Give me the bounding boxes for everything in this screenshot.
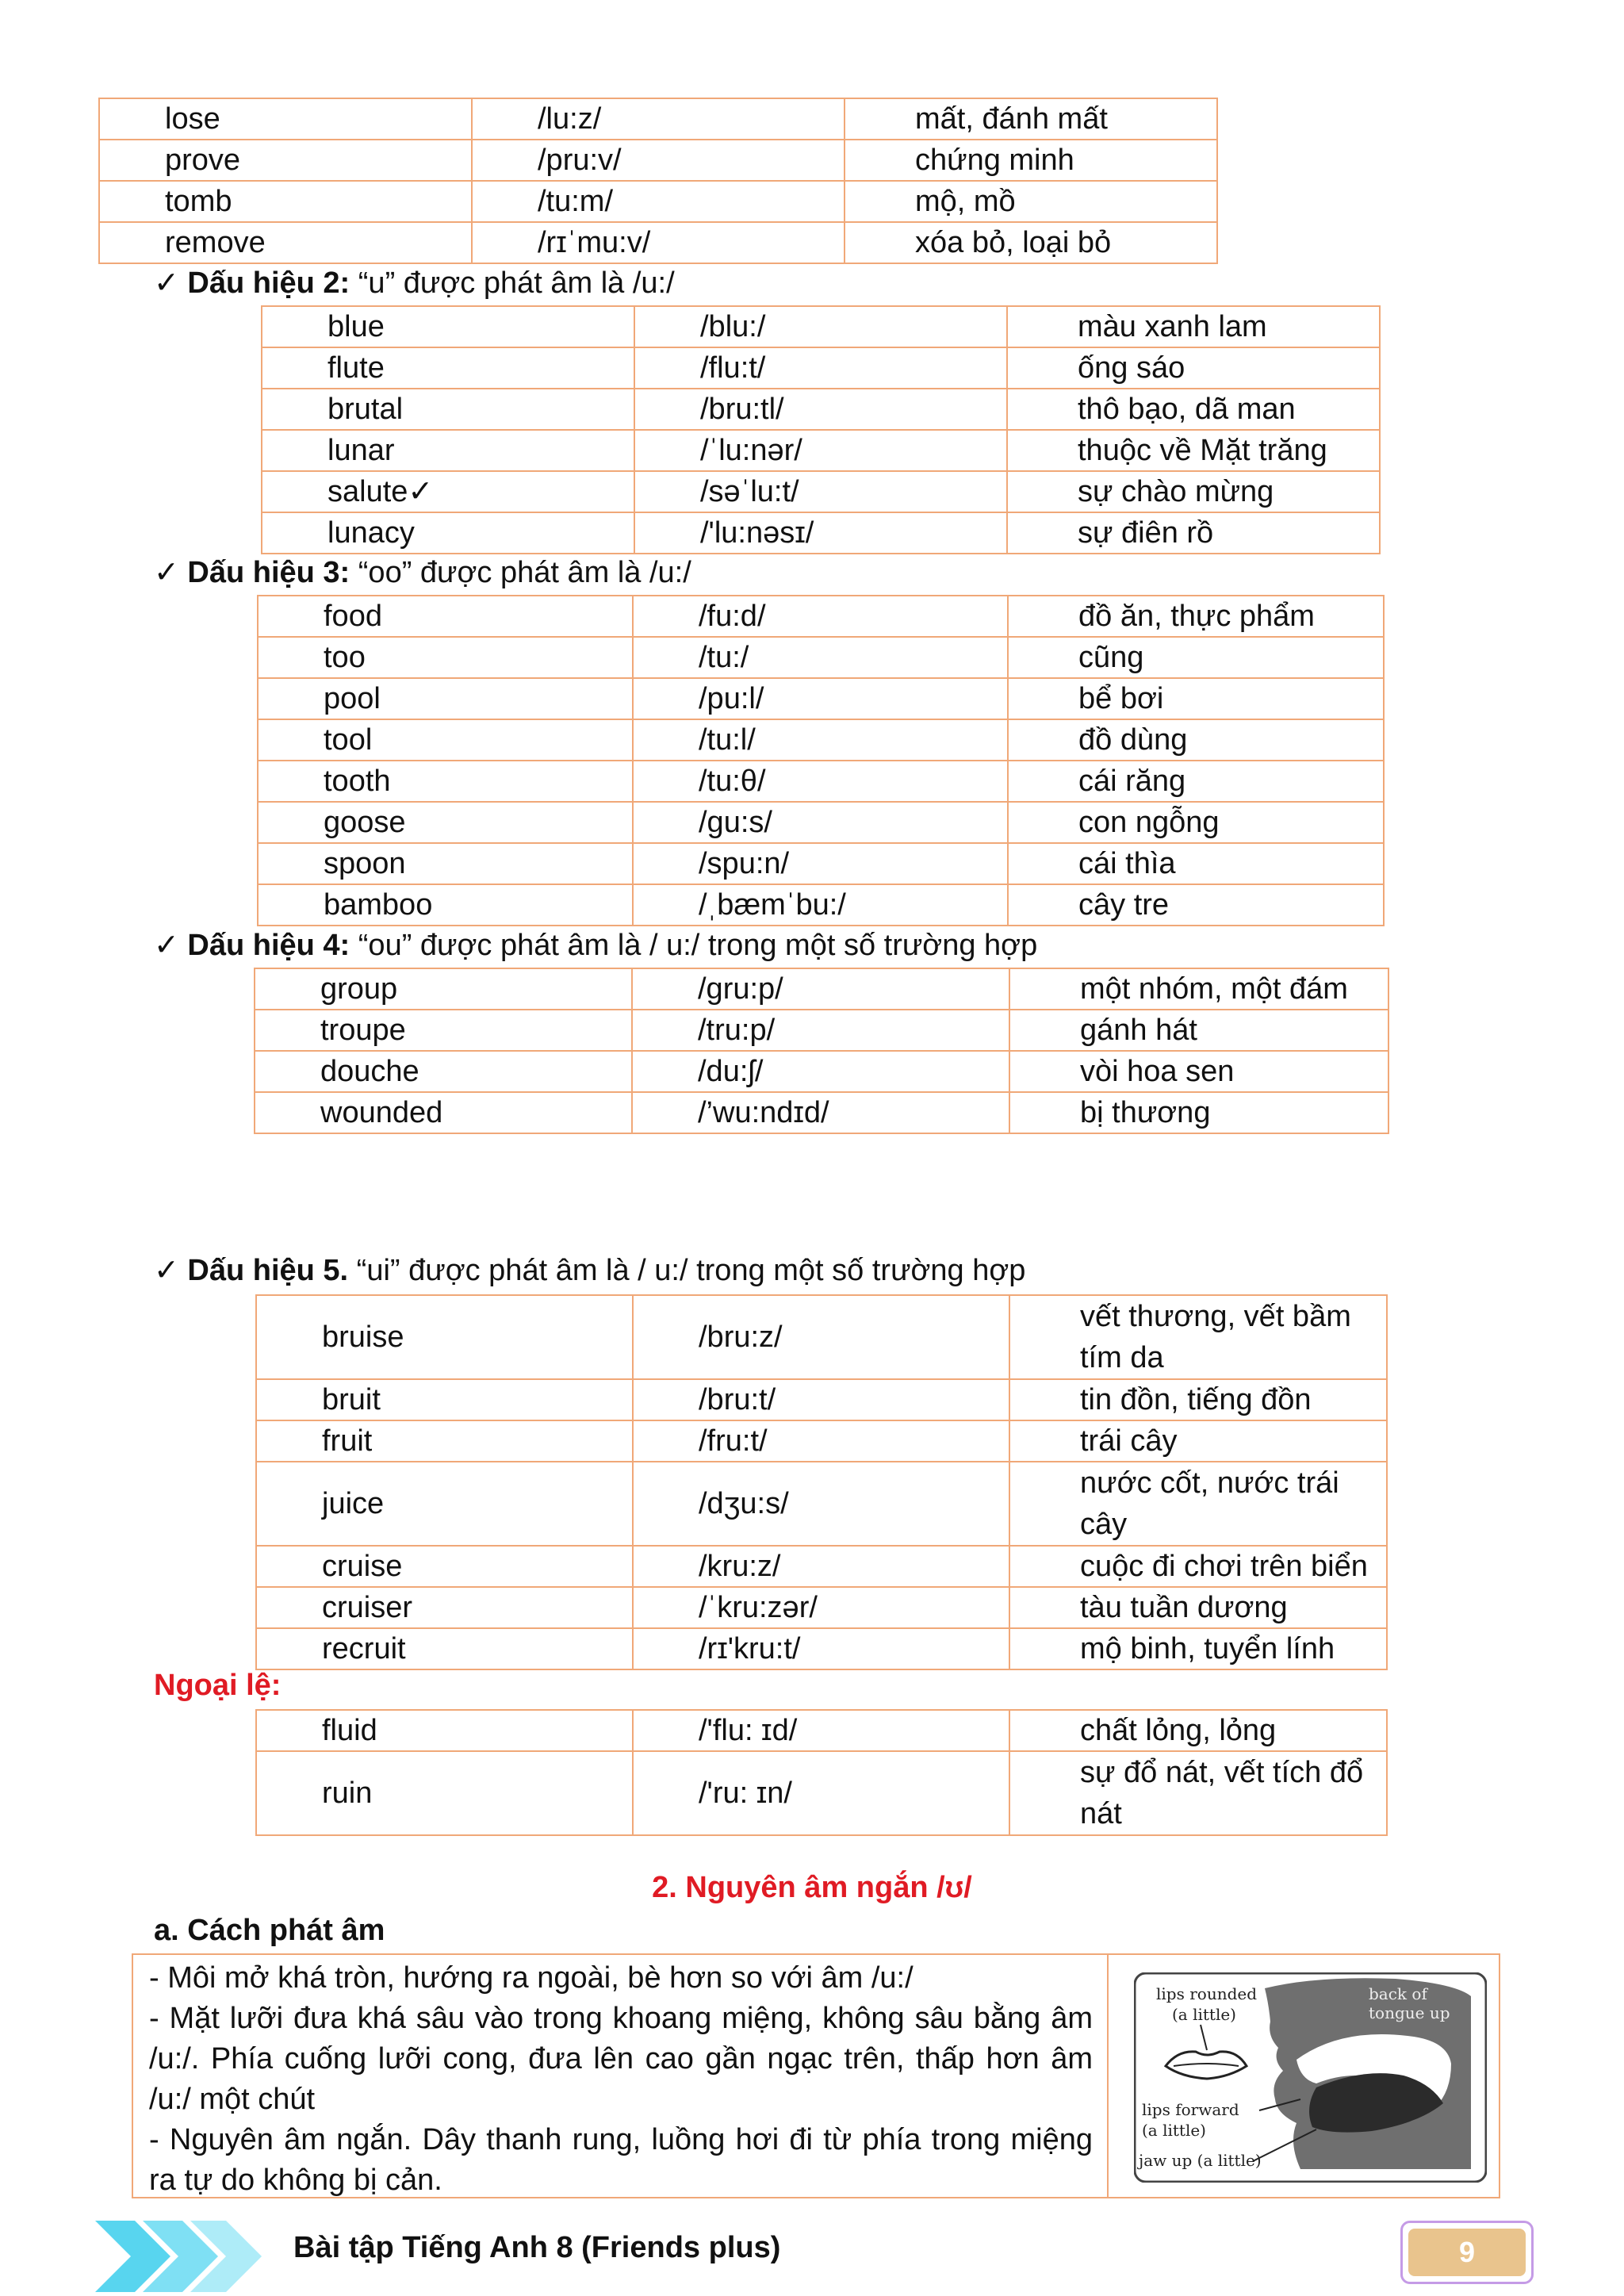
meaning-cell: cái thìa xyxy=(1008,843,1384,884)
table-row xyxy=(256,1710,1387,1751)
meaning-cell: thô bạo, dã man xyxy=(1007,389,1380,430)
sign5-label: Dấu hiệu 5. xyxy=(187,1254,349,1287)
ipa-cell: /rɪ'kru:t/ xyxy=(633,1628,1009,1669)
word-cell: spoon xyxy=(258,843,633,884)
figure-label-lips-forward: lips forward xyxy=(1142,2100,1239,2119)
table-row xyxy=(262,430,1380,471)
meaning-cell: cũng xyxy=(1008,637,1384,678)
word-cell: pool xyxy=(258,678,633,719)
table-row xyxy=(258,843,1384,884)
ipa-cell: /tu:θ/ xyxy=(633,761,1008,802)
word-cell: wounded xyxy=(255,1092,632,1133)
table-row xyxy=(256,1462,1387,1546)
ipa-cell: /'flu: ɪd/ xyxy=(633,1710,1009,1751)
meaning-cell: thuộc về Mặt trăng xyxy=(1007,430,1380,471)
word-cell: tooth xyxy=(258,761,633,802)
mouth-diagram-image xyxy=(1134,1972,1487,2183)
ipa-cell: /flu:t/ xyxy=(634,347,1007,389)
sign5-heading xyxy=(154,1253,1025,1290)
ipa-cell: /tu:l/ xyxy=(633,719,1008,761)
word-cell: troupe xyxy=(255,1010,632,1051)
meaning-cell: đồ ăn, thực phẩm xyxy=(1008,596,1384,637)
table-row xyxy=(258,637,1384,678)
word-cell: lunar xyxy=(262,430,634,471)
meaning-cell: vòi hoa sen xyxy=(1009,1051,1388,1092)
table-row xyxy=(258,678,1384,719)
description-line: - Nguyên âm ngắn. Dây thanh rung, luồng hơi đi từ phía trong miệng ra tự do không bị cản. xyxy=(149,2123,1093,2197)
meaning-cell: gánh hát xyxy=(1009,1010,1388,1051)
description-line: - Môi mở khá tròn, hướng ra ngoài, bè hơn so với âm /u:/ xyxy=(149,1961,914,1995)
ipa-cell: /dʒu:s/ xyxy=(633,1462,1009,1546)
ipa-cell: /ˌbæmˈbu:/ xyxy=(633,884,1008,926)
ipa-cell: /blu:/ xyxy=(634,306,1007,347)
meaning-cell: cái răng xyxy=(1008,761,1384,802)
sign3-label: Dấu hiệu 3: xyxy=(187,556,350,589)
word-cell: too xyxy=(258,637,633,678)
word-cell: flute xyxy=(262,347,634,389)
exceptions-label: Ngoại lệ: xyxy=(154,1669,282,1702)
checkmark-icon: ✓ xyxy=(154,556,179,589)
ipa-cell: /bru:z/ xyxy=(633,1295,1009,1379)
ipa-cell: /du:ʃ/ xyxy=(632,1051,1009,1092)
word-cell: food xyxy=(258,596,633,637)
table-row xyxy=(256,1420,1387,1462)
word-cell: cruiser xyxy=(256,1587,633,1628)
ipa-cell: /rɪˈmu:v/ xyxy=(472,222,845,263)
table-row xyxy=(262,347,1380,389)
table-row xyxy=(262,389,1380,430)
ipa-cell: /spu:n/ xyxy=(633,843,1008,884)
meaning-cell: chất lỏng, lỏng xyxy=(1009,1710,1387,1751)
subsection-title: a. Cách phát âm xyxy=(154,1914,385,1947)
word-cell: bruise xyxy=(256,1295,633,1379)
word-cell: lose xyxy=(99,98,472,140)
word-cell: blue xyxy=(262,306,634,347)
table-row xyxy=(99,140,1217,181)
meaning-cell: tàu tuần dương xyxy=(1009,1587,1387,1628)
meaning-cell: con ngỗng xyxy=(1008,802,1384,843)
word-cell: goose xyxy=(258,802,633,843)
meaning-cell: mất, đánh mất xyxy=(845,98,1217,140)
meaning-cell: chứng minh xyxy=(845,140,1217,181)
sign2-heading xyxy=(154,266,675,302)
table-row xyxy=(262,512,1380,554)
table-row xyxy=(255,1051,1388,1092)
sign2-label: Dấu hiệu 2: xyxy=(187,266,350,300)
meaning-cell: ống sáo xyxy=(1007,347,1380,389)
table-row xyxy=(255,1092,1388,1133)
table-row xyxy=(256,1295,1387,1379)
table-row xyxy=(258,884,1384,926)
word-cell: salute✓ xyxy=(262,471,634,512)
ipa-cell: /tu:/ xyxy=(633,637,1008,678)
ipa-cell: /fru:t/ xyxy=(633,1420,1009,1462)
table-row xyxy=(255,1010,1388,1051)
ipa-cell: /fu:d/ xyxy=(633,596,1008,637)
vocab-table-sign1 xyxy=(98,98,1218,264)
meaning-cell: cuộc đi chơi trên biển xyxy=(1009,1546,1387,1587)
ipa-cell: /tu:m/ xyxy=(472,181,845,222)
ipa-cell: /'ru: ɪn/ xyxy=(633,1751,1009,1835)
word-cell: tomb xyxy=(99,181,472,222)
word-cell: douche xyxy=(255,1051,632,1092)
ipa-cell: /lu:z/ xyxy=(472,98,845,140)
word-cell: fluid xyxy=(256,1710,633,1751)
table-row xyxy=(256,1628,1387,1669)
table-row xyxy=(258,596,1384,637)
word-cell: cruise xyxy=(256,1546,633,1587)
vocab-table-sign3 xyxy=(257,595,1385,926)
ipa-cell: /kru:z/ xyxy=(633,1546,1009,1587)
word-cell: ruin xyxy=(256,1751,633,1835)
word-cell: tool xyxy=(258,719,633,761)
word-cell: lunacy xyxy=(262,512,634,554)
ipa-cell: /ˈlu:nər/ xyxy=(634,430,1007,471)
table-row xyxy=(256,1546,1387,1587)
vocab-table-exceptions xyxy=(255,1709,1388,1836)
word-cell: recruit xyxy=(256,1628,633,1669)
figure-label-a-little: (a little) xyxy=(1172,2005,1236,2024)
word-cell: bruit xyxy=(256,1379,633,1420)
sign4-label: Dấu hiệu 4: xyxy=(187,929,350,962)
checkmark-icon: ✓ xyxy=(154,266,179,300)
mouth-diagram xyxy=(1134,1972,1487,2183)
ipa-cell: /bru:t/ xyxy=(633,1379,1009,1420)
meaning-cell: sự điên rồ xyxy=(1007,512,1380,554)
meaning-cell: cây tre xyxy=(1008,884,1384,926)
meaning-cell: bị thương xyxy=(1009,1092,1388,1133)
table-row xyxy=(99,98,1217,140)
vocab-table-sign2 xyxy=(261,305,1381,554)
vocab-table-sign5 xyxy=(255,1294,1388,1670)
ipa-cell: /gu:s/ xyxy=(633,802,1008,843)
meaning-cell: nước cốt, nước trái cây xyxy=(1009,1462,1387,1546)
meaning-cell: vết thương, vết bầm tím da xyxy=(1009,1295,1387,1379)
table-row xyxy=(256,1379,1387,1420)
table-row xyxy=(256,1751,1387,1835)
ipa-cell: /bru:tl/ xyxy=(634,389,1007,430)
table-row xyxy=(99,181,1217,222)
sign5-text: “ui” được phát âm là / u:/ trong một số trường hợp xyxy=(348,1254,1026,1287)
meaning-cell: xóa bỏ, loại bỏ xyxy=(845,222,1217,263)
word-cell: brutal xyxy=(262,389,634,430)
meaning-cell: trái cây xyxy=(1009,1420,1387,1462)
checkmark-icon: ✓ xyxy=(154,929,179,962)
table-row xyxy=(99,222,1217,263)
word-cell: remove xyxy=(99,222,472,263)
table-row xyxy=(256,1587,1387,1628)
word-cell: juice xyxy=(256,1462,633,1546)
ipa-cell: /ˈkru:zər/ xyxy=(633,1587,1009,1628)
page-number-badge xyxy=(1400,2221,1534,2284)
table-row xyxy=(255,968,1388,1010)
sign4-text: “ou” được phát âm là / u:/ trong một số trường hợp xyxy=(350,929,1038,962)
word-cell: group xyxy=(255,968,632,1010)
page-number: 9 xyxy=(1408,2229,1526,2276)
figure-label-jaw-up: jaw up (a little) xyxy=(1139,2151,1262,2170)
sign3-heading xyxy=(154,555,691,592)
section-title: 2. Nguyên âm ngắn /ʊ/ xyxy=(652,1871,972,1904)
table-row xyxy=(258,719,1384,761)
meaning-cell: đồ dùng xyxy=(1008,719,1384,761)
sign2-text: “u” được phát âm là /u:/ xyxy=(350,266,675,300)
pronunciation-box xyxy=(132,1953,1500,2198)
meaning-cell: sự chào mừng xyxy=(1007,471,1380,512)
sign3-text: “oo” được phát âm là /u:/ xyxy=(350,556,691,589)
meaning-cell: tin đồn, tiếng đồn xyxy=(1009,1379,1387,1420)
checkmark-icon: ✓ xyxy=(154,1254,179,1287)
word-cell: prove xyxy=(99,140,472,181)
ipa-cell: /səˈlu:t/ xyxy=(634,471,1007,512)
sign4-heading xyxy=(154,928,1037,964)
ipa-cell: /gru:p/ xyxy=(632,968,1009,1010)
meaning-cell: sự đổ nát, vết tích đổ nát xyxy=(1009,1751,1387,1835)
table-row xyxy=(262,471,1380,512)
footer-chevron-icon xyxy=(95,2221,270,2292)
figure-label-lips-rounded: lips rounded xyxy=(1156,1984,1258,2003)
pronunciation-description xyxy=(133,1955,1109,2197)
vocab-table-sign4 xyxy=(254,968,1389,1134)
meaning-cell: bể bơi xyxy=(1008,678,1384,719)
table-row xyxy=(258,761,1384,802)
figure-label-back-of: back of xyxy=(1369,1984,1427,2003)
word-cell: fruit xyxy=(256,1420,633,1462)
figure-label-tongue-up: tongue up xyxy=(1369,2003,1450,2022)
table-row xyxy=(258,802,1384,843)
meaning-cell: mộ binh, tuyển lính xyxy=(1009,1628,1387,1669)
ipa-cell: /'lu:nəsɪ/ xyxy=(634,512,1007,554)
footer-book-title: Bài tập Tiếng Anh 8 (Friends plus) xyxy=(293,2231,781,2264)
ipa-cell: /’wu:ndɪd/ xyxy=(632,1092,1009,1133)
word-cell: bamboo xyxy=(258,884,633,926)
ipa-cell: /tru:p/ xyxy=(632,1010,1009,1051)
meaning-cell: một nhóm, một đám xyxy=(1009,968,1388,1010)
meaning-cell: màu xanh lam xyxy=(1007,306,1380,347)
table-row xyxy=(262,306,1380,347)
ipa-cell: /pu:l/ xyxy=(633,678,1008,719)
ipa-cell: /pru:v/ xyxy=(472,140,845,181)
description-line: - Mặt lưỡi đưa khá sâu vào trong khoang miệng, không sâu bằng âm /u:/. Phía cuống lưỡi cong, đưa lên cao gần ngạc trên, thấp hơn âm /u:/ một chút xyxy=(149,2002,1093,2116)
figure-label-a-little: (a little) xyxy=(1142,2121,1206,2140)
meaning-cell: mộ, mồ xyxy=(845,181,1217,222)
